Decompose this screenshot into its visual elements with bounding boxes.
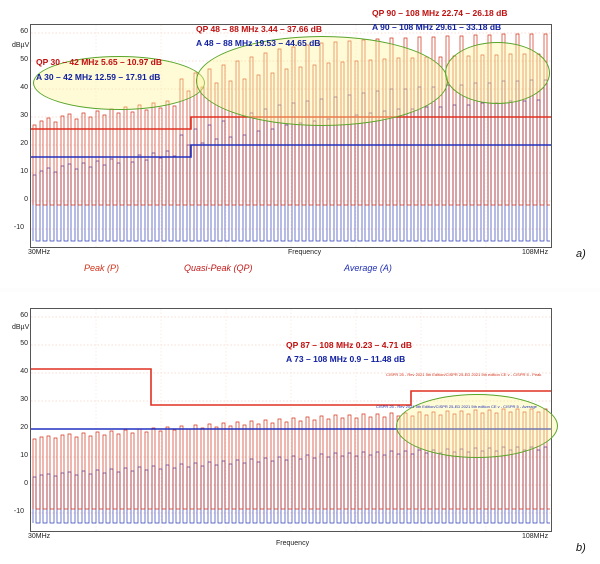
panel-b-annot-qp-87-108: QP 87 – 108 MHz 0.23 – 4.71 dB [286, 340, 412, 350]
panel-b-xtick-start: 30MHz [28, 533, 51, 540]
legend-peak: Peak (P) [84, 263, 120, 273]
panel-b-ytick-0: 0 [24, 480, 28, 487]
panel-b-xtick-end: 108MHz [522, 533, 549, 540]
panel-b [0, 292, 600, 564]
panel-a-ytick-20: 20 [20, 140, 28, 147]
legend-quasi-peak: Quasi-Peak (QP) [184, 263, 253, 273]
panel-b-x-axis-title: Frequency [276, 540, 310, 547]
panel-a-annot-a-90-108: A 90 – 108 MHz 29.61 – 33.18 dB [372, 22, 502, 32]
panel-a-annot-qp-90-108: QP 90 – 108 MHz 22.74 – 26.18 dB [372, 8, 508, 18]
panel-b-trace-note-peak: CISPR 25 - Rev 2021 5th Edition/CISPR 25-ED 2021 5th edition CE v - CISPR 5 - Peak [386, 372, 542, 377]
panel-a-ytick-40: 40 [20, 84, 28, 91]
panel-b-letter: b) [576, 542, 586, 554]
panel-b-ytick-10: 10 [20, 452, 28, 459]
panel-b-ytick-20: 20 [20, 424, 28, 431]
panel-b-ytick-neg10: -10 [13, 508, 24, 515]
panel-b-ytick-60: 60 [20, 312, 28, 319]
panel-a-ytick-30: 30 [20, 112, 28, 119]
panel-a-annot-a-48-88: A 48 – 88 MHz 19.53 – 44.65 dB [196, 38, 321, 48]
panel-a-highlight-band-48-88 [196, 36, 448, 126]
panel-a-ytick-60: 60 [20, 28, 28, 35]
panel-a-letter: a) [576, 248, 586, 260]
panel-b-annot-a-73-108: A 73 – 108 MHz 0.9 – 11.48 dB [286, 354, 406, 364]
panel-b-ytick-40: 40 [20, 368, 28, 375]
panel-b-trace-note-average: CISPR 25 - Rev 2021 5th Edition/CISPR 25-ED 2021 5th edition CE v - CISPR 5 - Average [376, 404, 537, 409]
panel-a-y-axis-label: dBµV [12, 42, 30, 49]
panel-a-xtick-start: 30MHz [28, 249, 51, 256]
panel-a-ytick-0: 0 [24, 196, 28, 203]
panel-a-x-axis-title: Frequency [288, 249, 322, 256]
panel-a-annot-qp-30-42: QP 30 – 42 MHz 5.65 – 10.97 dB [36, 57, 162, 67]
panel-b-ytick-50: 50 [20, 340, 28, 347]
panel-a-ytick-50: 50 [20, 56, 28, 63]
legend-average: Average (A) [344, 263, 392, 273]
panel-a-annot-a-30-42: A 30 – 42 MHz 12.59 – 17.91 dB [36, 72, 161, 82]
panel-a-annot-qp-48-88: QP 48 – 88 MHz 3.44 – 37.66 dB [196, 24, 322, 34]
panel-a-xtick-end: 108MHz [522, 249, 549, 256]
panel-a-ytick-neg10: -10 [13, 224, 24, 231]
panel-a-highlight-band-90-108 [445, 42, 550, 104]
panel-a-ytick-10: 10 [20, 168, 28, 175]
panel-b-ytick-30: 30 [20, 396, 28, 403]
panel-b-y-axis-label: dBµV [12, 324, 30, 331]
